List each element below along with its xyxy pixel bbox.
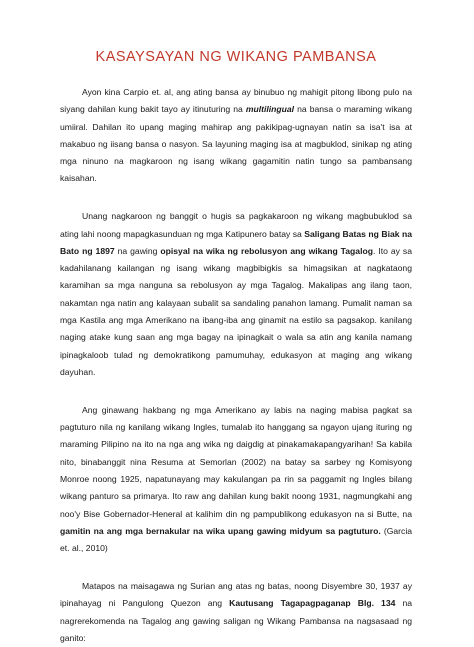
paragraph-3 [60, 402, 412, 558]
text-segment: Matapos na maisagawa ng Surian ang atas ng batas, noong Disyembre 30, 1937 ay ipinahayag ni Pangulong Quezon ang [60, 580, 412, 609]
text-segment: Kautusang Tagapagpaganap Blg. 134 [229, 598, 396, 609]
paragraph-1 [60, 84, 412, 188]
text-segment: opisyal na wika ng rebolusyon ang wikang Tagalog [160, 245, 373, 256]
paragraph-4 [60, 578, 412, 647]
text-segment: na gawing [114, 245, 161, 256]
paragraph-2 [60, 208, 412, 381]
text-segment: gamitin na ang mga bernakular na wika upang gawing midyum sa pagtuturo. [60, 525, 381, 536]
text-segment: multilingual [245, 104, 295, 115]
text-segment: Unang nagkaroon ng banggit o hugis sa pagkakaroon ng wikang magbubuklod sa ating lahi noong mapagkasunduan ng mga Katipunero batay sa [60, 211, 412, 239]
text-segment: Ayon kina Carpio et. al, ang ating bansa ay binubuo ng mahigit pitong libong pulo na siyang dahilan kung bakit tayo ay itinuturing na [60, 87, 412, 115]
text-segment: na bansa o maraming wikang umiiral. Dahilan ito upang maging mahirap ang pakikipag-ugnayan natin sa isa't isa at makabuo ng iisang bansa o nasyon. Sa layuning maging isa at magbuklod, sinikap ng ating mga ninuno na magkaroon ng isang wikang gagamitin natin tungo sa pambansang kaisahan. [60, 104, 412, 184]
document-title: KASAYSAYAN NG WIKANG PAMBANSA [95, 49, 377, 65]
text-segment: na nagrerekomenda na Tagalog ang gawing saligan ng Wikang Pambansa na nagsasaad ng ganito: [60, 598, 413, 643]
text-segment: Saligang Batas ng Biak na Bato ng 1897 [60, 228, 413, 256]
text-segment: (Garcia et. al., 2010) [60, 525, 413, 554]
text-segment: Ang ginawang hakbang ng mga Amerikano ay labis na naging mabisa pagkat sa pagtuturo nila ng kanilang wikang Ingles, tumalab ito hanggang sa ngayon ujang ituring ng maraming Pilipino na ito na nga ang wika ng daigdig at pinakamakapangyarihan! Sa kabila nito, binabanggit nina Resuma at Semorlan (2002) na batay sa sarbey ng Komisyong Monroe noong 1925, napatunayang may kakulangan pa rin sa paggamit ng Ingles bilang wikang panturo sa primarya. Ito raw ang dahilan kung bakit noong 1931, nagmungkahi ang noo'y Bise Gobernador-Heneral at kalihim din ng pampublikong edukasyon na si Butte, na [60, 404, 412, 519]
text-segment: . Ito ay sa kadahilanang kailangan ng isang wikang magbibigkis sa himagsikan at nagkataong karamihan sa mga nanguna sa rebolusyon ay mga Tagalog. Makalipas ang ilang taon, nakamtan nga natin ang kalayaan subalit sa sandaling panahon lamang. Pumalit naman sa mga Kastila ang mga Amerikano na ibang-iba ang ginamit na estilo sa pagsakop. kanilang naging atake kung saan ang mga bagay na ipinagkait o wala sa atin ang kanila namang ipinagkaloob tulad ng demokratikong pamumuhay, edukasyon at maging ang wikang dayuhan. [60, 245, 412, 377]
